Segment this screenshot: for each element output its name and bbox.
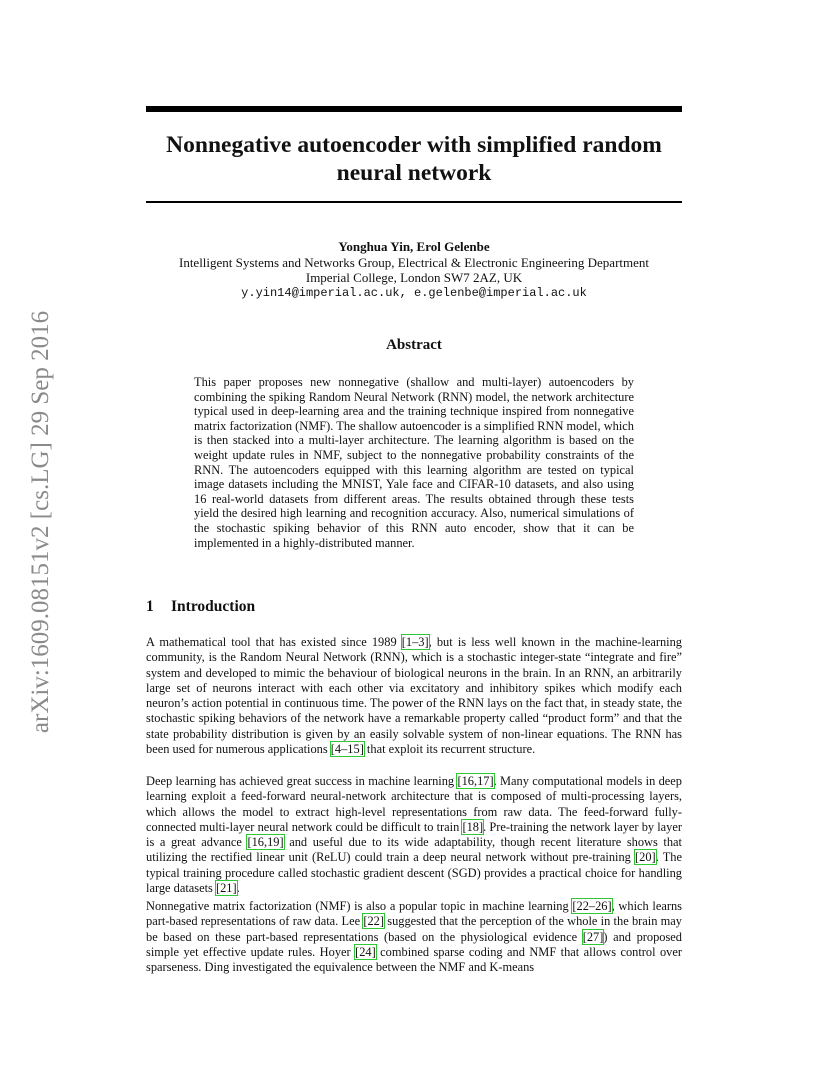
citation-link[interactable]: [21] (215, 881, 237, 896)
paragraph-text: , which learns part-based representations of raw data. Lee (146, 899, 682, 929)
affiliation-line-2: Imperial College, London SW7 2AZ, UK (305, 270, 523, 285)
title-bottom-rule (146, 201, 682, 203)
title-line-2: neural network (336, 160, 492, 186)
citation-link[interactable]: [22] (363, 914, 384, 929)
paper-title (146, 131, 682, 187)
citation-link[interactable]: [4–15] (330, 742, 364, 757)
citation-link[interactable]: [24] (355, 944, 376, 959)
citation-link[interactable]: [1–3] (401, 635, 429, 649)
section-heading-introduction (146, 598, 255, 616)
section-title: Introduction (171, 598, 256, 615)
citation-link[interactable]: [18] (462, 819, 484, 834)
citation-link[interactable]: [16,19] (247, 835, 284, 850)
affiliation-line-1: Intelligent Systems and Networks Group, Electrical & Electronic Engineering Department (178, 254, 650, 270)
citation-link[interactable]: [16,17] (457, 774, 494, 788)
section-number: 1 (146, 598, 154, 615)
paragraph-text: . The typical training procedure called stochastic gradient descent (SGD) provides a practical choice for handling large datasets (146, 850, 682, 896)
paragraph-text: A mathematical tool that has existed since 1989 (146, 635, 402, 649)
author-names: Yonghua Yin, Erol Gelenbe (338, 239, 490, 254)
paragraph-text: combined sparse coding and NMF that allows control over sparseness. Ding investigated the equivalence between the NMF and K-means (146, 944, 682, 975)
paragraph-text: , but is less well known in the machine-learning community, is the Random Neural Network (RNN), which is a stochastic integer-state “integrate and fire” system and developed to mimic the behaviour of biological neurons in the brain. In an RNN, an arbitrarily large set of neurons interact with each other via excitatory and inhibitory spikes which modify each neuron’s action potential in continuous time. The power of the RNN lays on the fact that, in steady state, the stochastic spiking behaviors of the network have a remarkable property called “product form” and that the state probability distribution is given by an easily solvable system of non-linear equations. The RNN has been used for numerous applications (146, 635, 682, 757)
author-block (146, 239, 682, 301)
intro-paragraph-3 (146, 899, 682, 975)
abstract-heading: Abstract (386, 337, 442, 353)
paragraph-text: and useful due to its wide adaptability, though recent literature shows that utilizing the rectified linear unit (ReLU) could train a deep neural network without pre-training (146, 835, 682, 865)
paragraph-text: . Pre-training the network layer by layer is a great advance (146, 819, 683, 850)
paragraph-text: ) and proposed simple yet effective update rules. Hoyer (146, 929, 682, 959)
paragraph-text: Deep learning has achieved great success in machine learning (146, 774, 458, 788)
intro-paragraph-2 (146, 774, 682, 896)
title-line-1: Nonnegative autoencoder with simplified random (166, 132, 662, 158)
arxiv-id-text: arXiv:1609.08151v2 [cs.LG] 29 Sep 2016 (27, 310, 54, 734)
paragraph-text: Nonnegative matrix factorization (NMF) is also a popular topic in machine learning (146, 899, 573, 913)
citation-link[interactable]: [27] (582, 929, 604, 944)
intro-paragraph-1 (146, 635, 682, 757)
title-top-rule (146, 106, 682, 112)
arxiv-sidebar-identifier (22, 282, 54, 762)
paragraph-text: that exploit its recurrent structure. (363, 742, 536, 757)
paragraph-text: . (236, 881, 240, 896)
author-emails: y.yin14@imperial.ac.uk, e.gelenbe@imperial.ac.uk (241, 285, 587, 300)
paragraph-text: . Many computational models in deep learning exploit a feed-forward neural-network architecture that is composed of multi-processing layers, which allows the model to extract high-level representations from raw data. The feed-forward fully-connected multi-layer neural network could be difficult to train (146, 774, 682, 834)
citation-link[interactable]: [20] (635, 850, 656, 865)
paragraph-text: suggested that the perception of the whole in the brain may be based on these part-based representations (based on the physiological evidence (146, 914, 682, 944)
abstract-text: This paper proposes new nonnegative (shallow and multi-layer) autoencoders by combining the spiking Random Neural Network (RNN) model, the network architecture typical used in deep-learning area and the training technique inspired from nonnegative matrix factorization (NMF). The shallow autoencoder is a simplified RNN model, which is then stacked into a multi-layer architecture. The learning algorithm is based on the weight update rules in NMF, subject to the nonnegative probability constraints of the RNN. The autoencoders equipped with this learning algorithm are tested on typical image datasets including the MNIST, Yale face and CIFAR-10 datasets, and also using 16 real-world datasets from different areas. The results obtained through these tests yield the desired high learning and recognition accuracy. Also, numerical simulations of the stochastic spiking behavior of this RNN auto encoder, show that it can be implemented in a highly-distributed manner. (194, 375, 634, 550)
citation-link[interactable]: [22–26] (572, 899, 612, 913)
